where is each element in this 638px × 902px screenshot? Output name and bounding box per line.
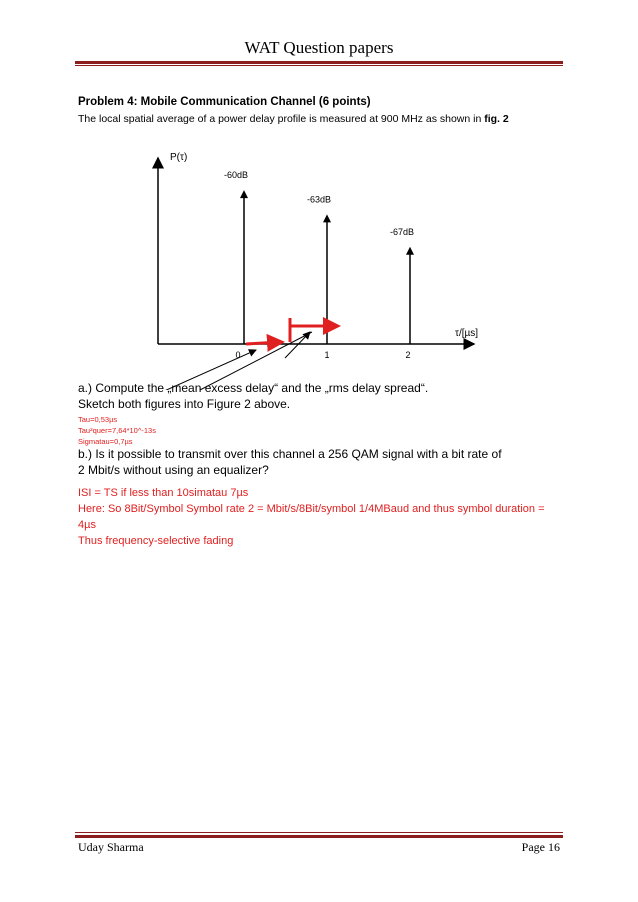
impulse-arrowhead-1 (323, 214, 331, 222)
question-a-line2: Sketch both figures into Figure 2 above. (78, 397, 291, 411)
impulse-bars (224, 170, 414, 344)
page-header-title: WAT Question papers (244, 38, 394, 57)
answer-a-tau: Tau=0,53µs (78, 415, 118, 424)
problem-title: Problem 4: Mobile Communication Channel (6 points) (78, 96, 371, 108)
power-delay-profile-figure (60, 140, 580, 390)
figure-reference: fig. 2 (484, 113, 509, 125)
impulse-label-1: -63dB (307, 194, 332, 205)
question-a-line1: a.) Compute the „mean excess delay“ and the „rms delay spread“. (78, 381, 429, 395)
answer-b-line1: ISI = TS if less than 10simatau 7µs (78, 487, 249, 499)
x-tick-1: 1 (324, 350, 330, 360)
answer-a-tau-squared: Tau²quer=7,64*10^-13s (78, 426, 156, 435)
answer-a-sigma: Sigmatau=0,7µs (78, 437, 133, 446)
header-rule (75, 61, 563, 64)
mean-delay-arrow (246, 342, 282, 344)
question-b-line2: 2 Mbit/s without using an equalizer? (78, 463, 269, 477)
answer-b-line3: 4µs (78, 519, 96, 531)
x-tick-0: 0 (235, 350, 241, 360)
problem-intro-text: The local spatial average of a power delay profile is measured at 900 MHz as shown in (78, 113, 485, 125)
answer-b-line2: Here: So 8Bit/Symbol Symbol rate 2 = Mbit/s/8Bit/symbol 1/4MBaud and thus symbol duration = (78, 503, 545, 515)
impulse-arrowhead-2 (406, 247, 414, 255)
footer-rule-thin (75, 832, 563, 833)
problem-intro (78, 113, 509, 125)
footer-author: Uday Sharma (78, 840, 144, 854)
header-rule-thin (75, 65, 563, 66)
question-b-line1: b.) Is it possible to transmit over this channel a 256 QAM signal with a bit rate of (78, 447, 502, 461)
impulse-label-2: -67dB (390, 226, 415, 237)
x-tick-2: 2 (405, 350, 411, 360)
y-axis-label: P(τ) (170, 152, 188, 163)
impulse-label-0: -60dB (224, 170, 249, 181)
answer-b-line4: Thus frequency-selective fading (78, 535, 234, 547)
footer-page-number: Page 16 (521, 840, 560, 854)
x-axis-label: τ/[µs] (455, 328, 479, 339)
footer-rule (75, 835, 563, 838)
impulse-arrowhead-0 (240, 190, 248, 198)
